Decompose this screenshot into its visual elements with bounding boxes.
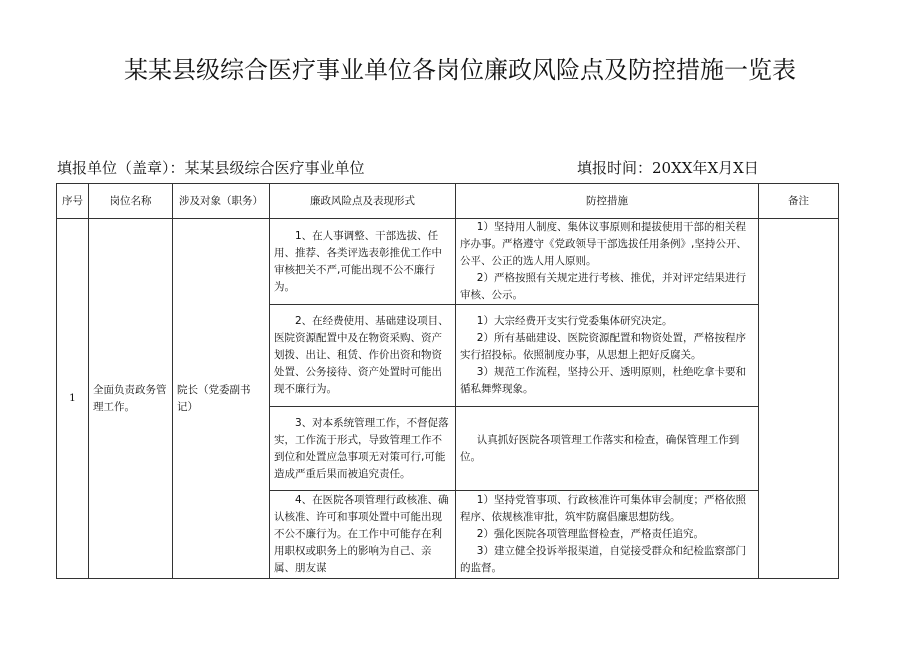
cell-control: [456, 219, 759, 305]
header-remark: 备注: [759, 184, 839, 219]
control-item: 3）建立健全投诉举报渠道，自觉接受群众和纪检监察部门的监督。: [460, 545, 746, 574]
table-header-row: [57, 184, 839, 219]
cell-risk: [270, 219, 456, 305]
cell-control: [456, 407, 759, 491]
control-item: 2）强化医院各项管理监督检查，严格责任追究。: [476, 528, 704, 540]
cell-post: 全面负责政务管理工作。: [89, 219, 173, 579]
risk-table: [56, 183, 839, 579]
header-risk: 廉政风险点及表现形式: [270, 184, 456, 219]
cell-remark: [759, 219, 839, 579]
cell-seq: 1: [57, 219, 89, 579]
cell-risk: [270, 407, 456, 491]
table-row: [57, 219, 839, 305]
header-person: 涉及对象（职务）: [173, 184, 270, 219]
control-item: 1）大宗经费开支实行党委集体研究决定。: [476, 315, 673, 327]
cell-person: 院长（党委副书记）: [173, 219, 270, 579]
cell-risk: [270, 491, 456, 579]
header-control: 防控措施: [456, 184, 759, 219]
control-item: 2）所有基础建设、医院资源配置和物资处置，严格按程序实行招投标。依照制度办事，从思想上把好反腐关。: [460, 332, 746, 361]
fill-unit: 填报单位（盖章）：某某县级综合医疗事业单位: [57, 159, 365, 177]
risk-text: 3、对本系统管理工作，不督促落实，工作流于形式，导致管理工作不到位和处置应急事项无对策可行,可能造成严重后果而被追究责任。: [274, 416, 449, 480]
risk-text: 4、在医院各项管理行政核准、确认核准、许可和事项处置中可能出现不公不廉行为。在工作中可能存在利用职权或职务上的影响为自己、亲属、朋友谋: [274, 494, 449, 574]
control-item: 1）坚持用人制度、集体议事原则和提拔使用干部的相关程序办事。严格遵守《党政领导干部选拔任用条例》,坚持公开、公平、公正的选人用人原则。: [460, 221, 747, 267]
cell-risk: [270, 305, 456, 407]
header-post: 岗位名称: [89, 184, 173, 219]
header-seq: 序号: [57, 184, 89, 219]
fill-time: 填报时间：20XX年X月X日: [577, 159, 759, 177]
cell-control: [456, 305, 759, 407]
control-item: 2）严格按照有关规定进行考核、推优，并对评定结果进行审核、公示。: [460, 272, 746, 301]
control-item: 认真抓好医院各项管理工作落实和检查，确保管理工作到位。: [460, 433, 740, 463]
risk-text: 1、在人事调整、干部选拔、任用、推荐、各类评选表彰推优工作中审核把关不严,可能出现不公不廉行为。: [274, 229, 442, 293]
risk-text: 2、在经费使用、基础建设项目、医院资源配置中及在物资采购、资产划拨、出让、租赁、作价出资和物资处置、公务接待、资产处置时可能出现不廉行为。: [274, 315, 449, 395]
control-item: 1）坚持党管事项、行政核准许可集体审会制度；严格依照程序、依规核准审批，筑牢防腐倡廉思想防线。: [460, 494, 746, 523]
document-title: 某某县级综合医疗事业单位各岗位廉政风险点及防控措施一览表: [124, 56, 796, 84]
cell-control: [456, 491, 759, 579]
control-item: 3）规范工作流程，坚持公开、透明原则，杜绝吃拿卡要和循私舞弊现象。: [460, 366, 746, 395]
